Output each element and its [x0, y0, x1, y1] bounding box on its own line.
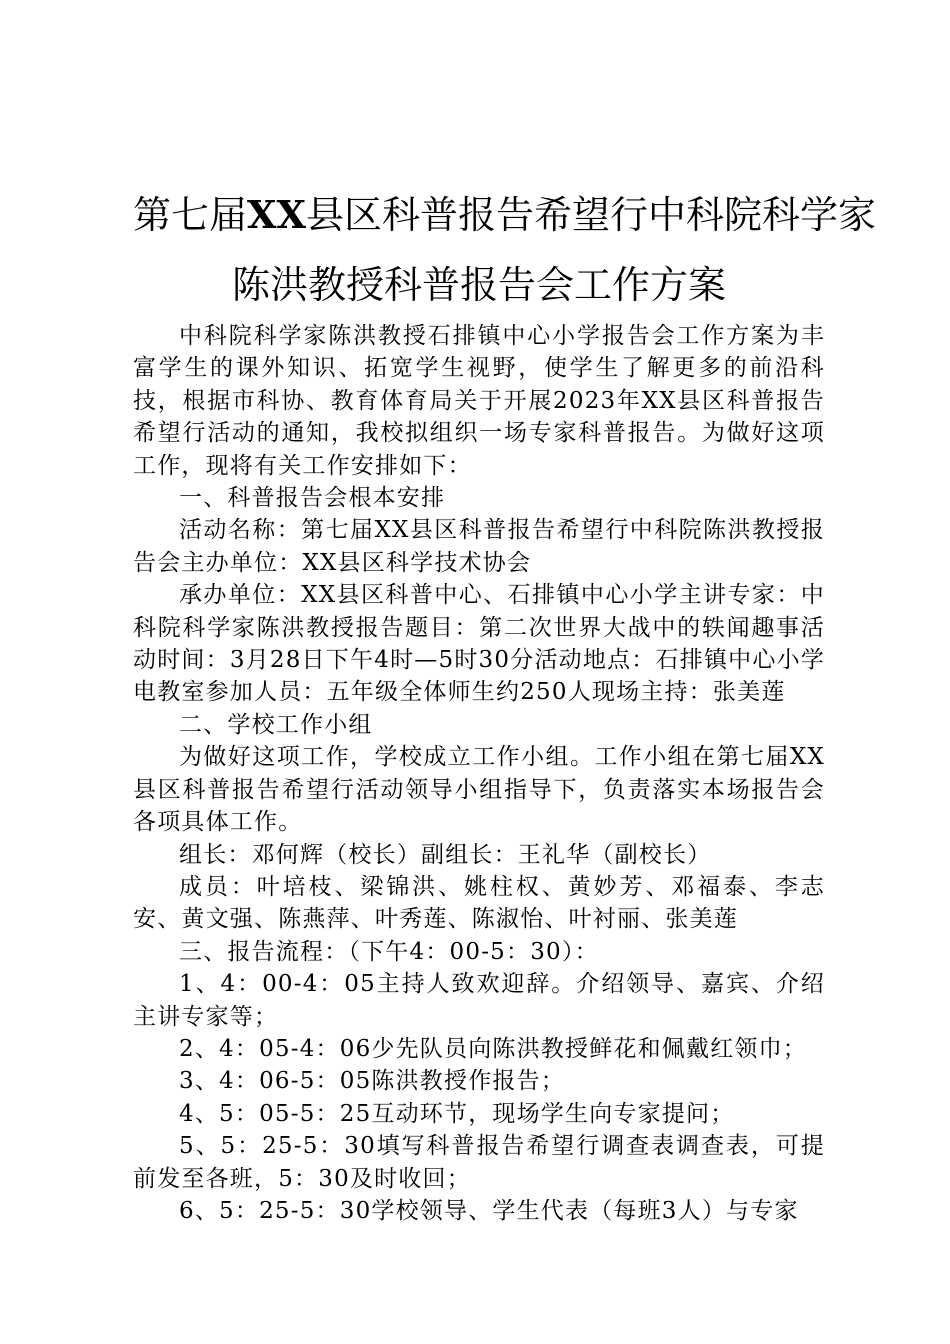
section-heading-1: 一、科普报告会根本安排 [179, 485, 446, 512]
title-line2: 陈洪教授科普报告会工作方案 [231, 263, 726, 307]
list-item: 2、4：05-4：06少先队员向陈洪教授鲜花和佩戴红领巾； [179, 1035, 808, 1062]
list-item: 3、4：06-5：05陈洪教授作报告； [179, 1068, 566, 1095]
section-heading-2: 二、学校工作小组 [179, 711, 373, 738]
paragraph-members: 成员：叶培枝、梁锦洪、姚柱权、黄妙芳、邓福泰、李志安、黄文强、陈燕萍、叶秀莲、陈淑怡、叶衬丽、张美莲 [133, 873, 825, 933]
document-title [133, 180, 876, 320]
paragraph-intro: 中科院科学家陈洪教授石排镇中心小学报告会工作方案为丰富学生的课外知识、拓宽学生视野，使学生了解更多的前沿科技，根据市科协、教育体育局关于开展2023年XX县区科普报告希望行活动的通知，我校拟组织一场专家科普报告。为做好这项工作，现将有关工作安排如下： [133, 323, 825, 479]
paragraph-activity-name: 活动名称：第七届XX县区科普报告希望行中科院陈洪教授报告会主办单位：XX县区科学技术协会 [133, 517, 825, 576]
section-heading-3: 三、报告流程：（下午4：00-5：30）： [179, 938, 599, 965]
title-line1-suffix: 县区科普报告希望行中科院科学家 [305, 193, 876, 237]
document-body [133, 320, 825, 1227]
list-item: 5、5：25-5：30填写科普报告希望行调查表调查表，可提前发至各班，5：30及时收回； [133, 1133, 825, 1192]
document-page [133, 180, 876, 1227]
title-line1-prefix: 第七届 [133, 193, 248, 237]
list-item: 4、5：05-5：25互动环节，现场学生向专家提问； [179, 1100, 735, 1127]
title-line1-bold: XX [247, 192, 306, 237]
list-item: 6、5：25-5：30学校领导、学生代表（每班3人）与专家 [179, 1197, 799, 1224]
paragraph-leaders: 组长：邓何辉（校长）副组长：王礼华（副校长） [179, 841, 712, 868]
paragraph-organizer: 承办单位：XX县区科普中心、石排镇中心小学主讲专家：中科院科学家陈洪教授报告题目：第二次世界大战中的轶闻趣事活动时间：3月28日下午4时—5时30分活动地点：石排镇中心小学电教室参加人员：五年级全体师生约250人现场主持：张美莲 [133, 582, 825, 706]
list-item: 1、4：00-4：05主持人致欢迎辞。介绍领导、嘉宾、介绍主讲专家等； [133, 971, 825, 1030]
paragraph-working-group: 为做好这项工作，学校成立工作小组。工作小组在第七届XX县区科普报告希望行活动领导小组指导下，负责落实本场报告会各项具体工作。 [133, 744, 825, 836]
